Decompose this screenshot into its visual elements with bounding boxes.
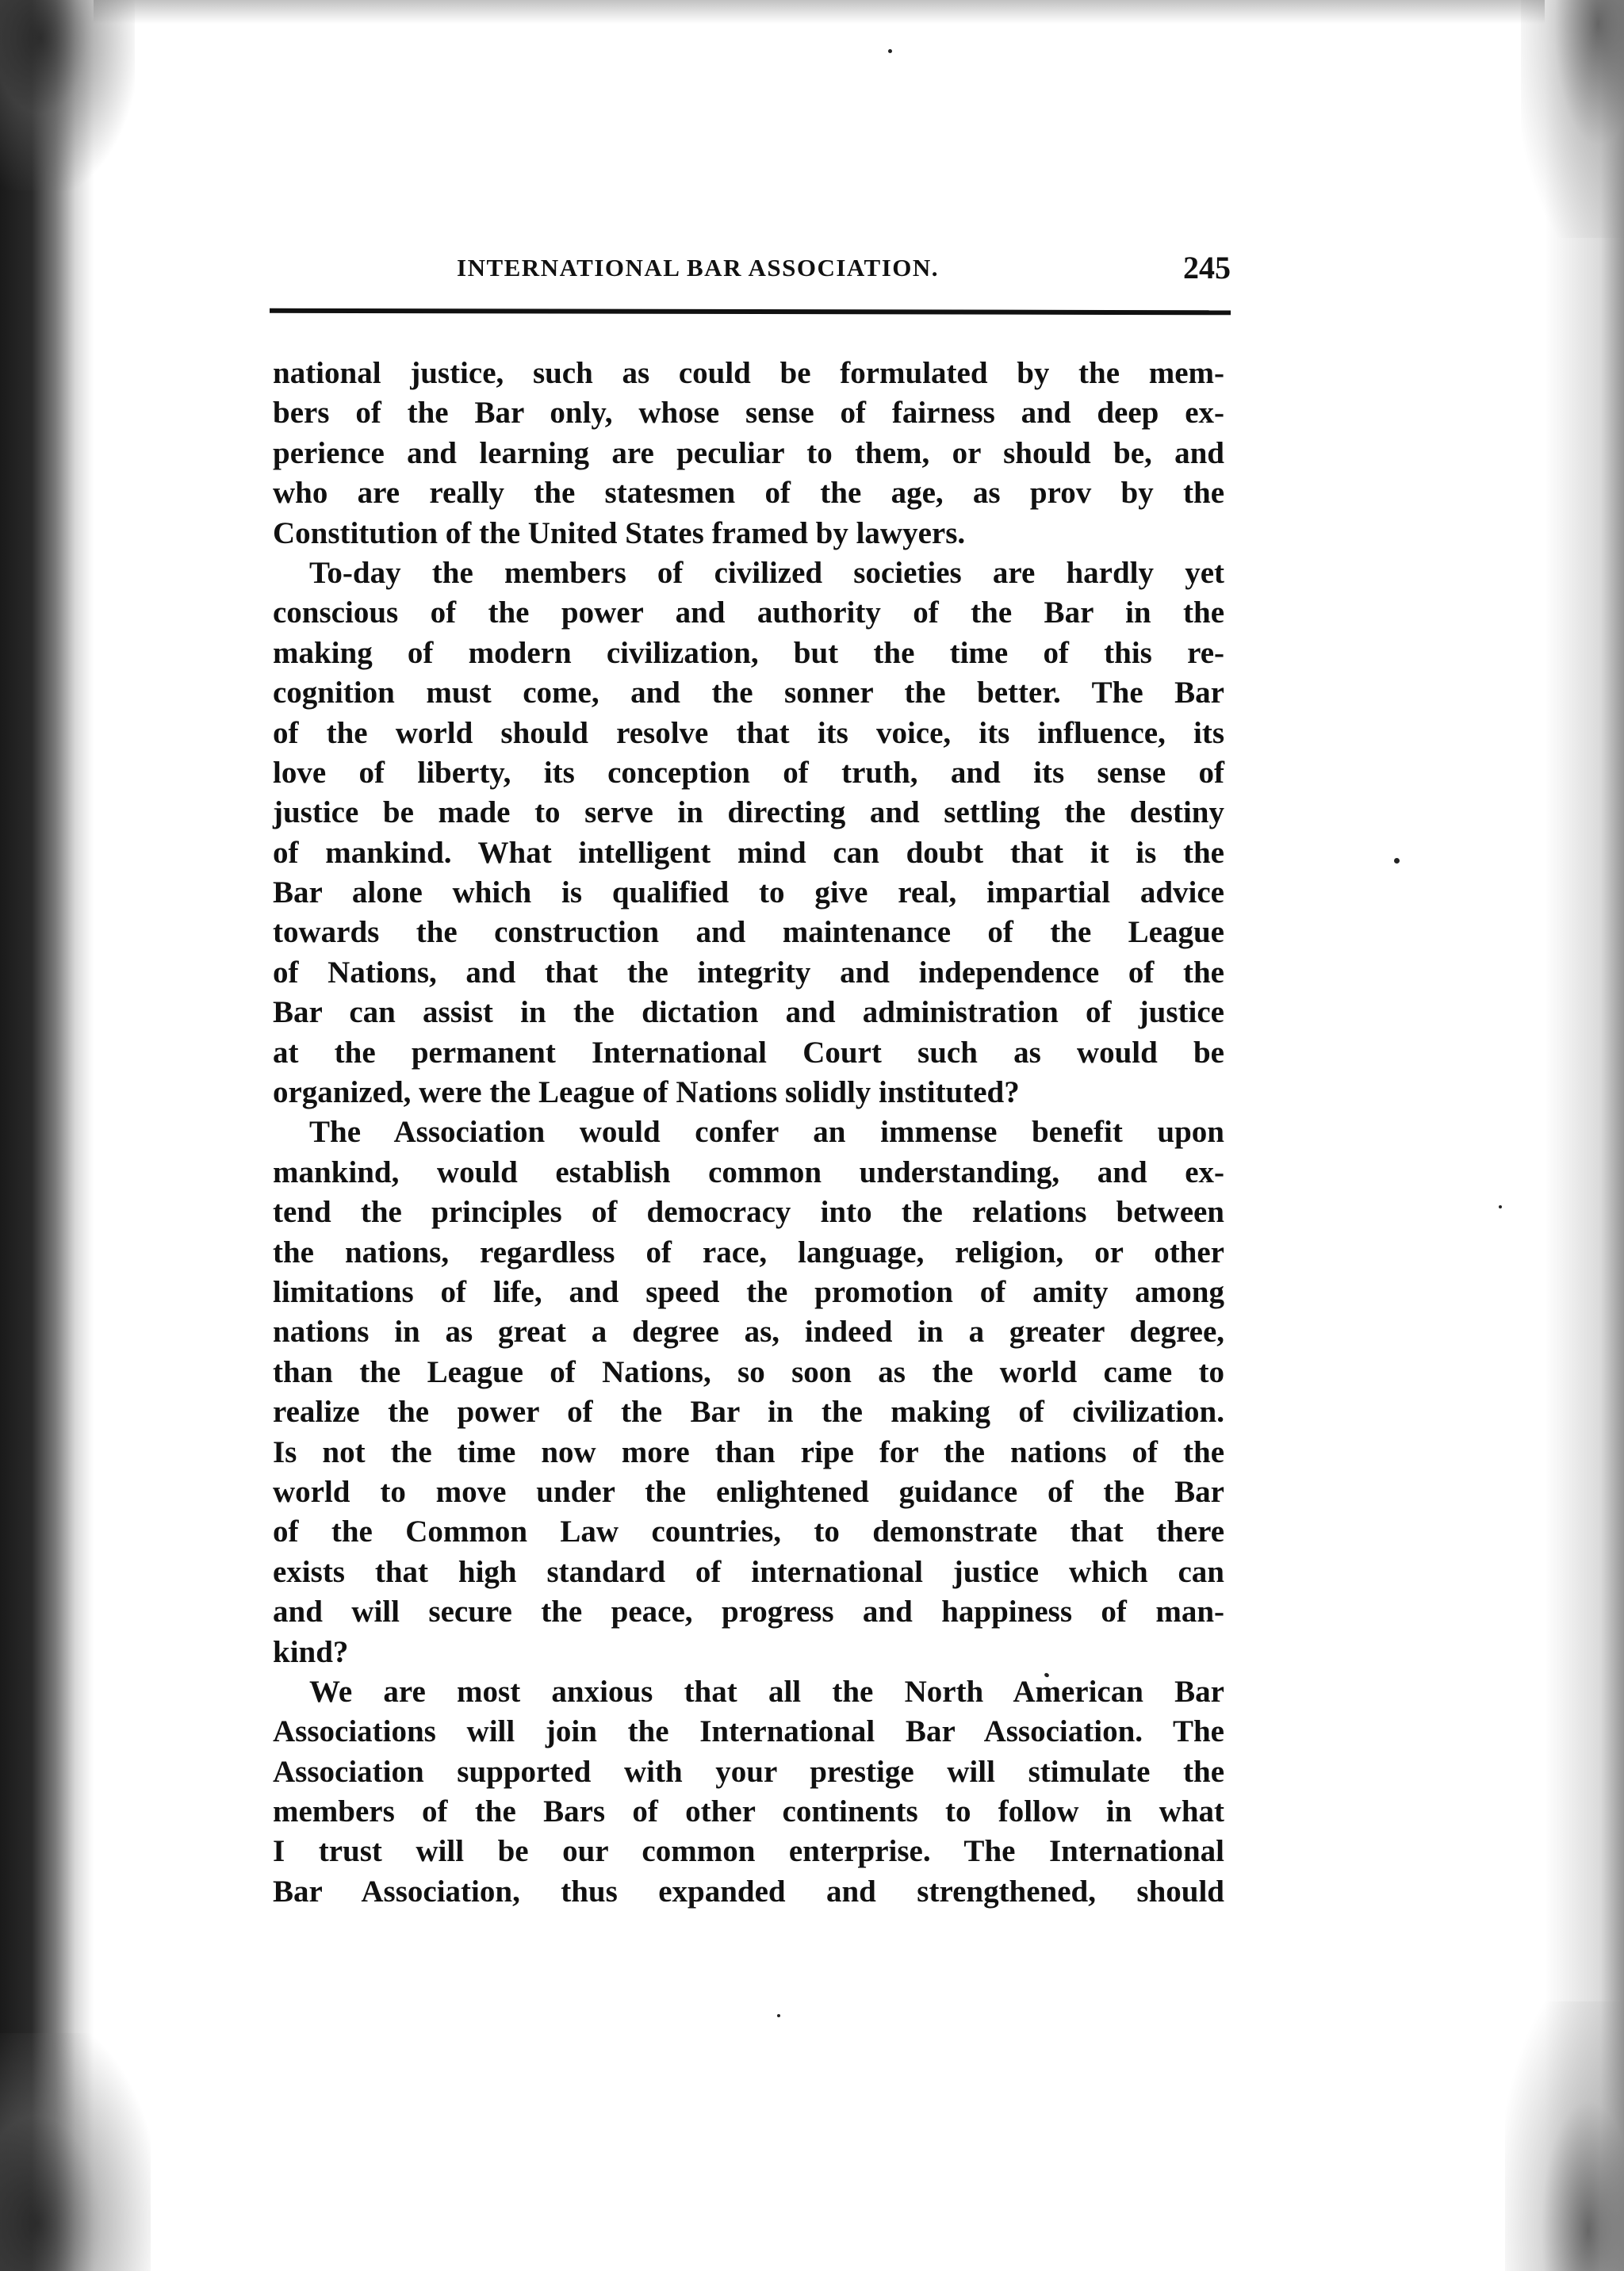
text-line: limitations of life, and speed the promotion of amity among [273, 1274, 1224, 1309]
text-line: and will secure the peace, progress and happiness of man- [273, 1595, 1224, 1630]
text-line: perience and learning are peculiar to them, or should be, and [273, 435, 1224, 470]
text-line: love of liberty, its conception of truth, and its sense of [273, 755, 1224, 790]
scan-speck [777, 2014, 780, 2017]
scan-left-top-noise [0, 0, 135, 190]
text-line: The Association would confer an immense benefit upon [309, 1115, 1224, 1150]
text-line: organized, were the League of Nations solidly instituted? [273, 1075, 1020, 1110]
paragraph-2 [273, 553, 1224, 1113]
scan-speck [888, 49, 892, 53]
text-line: realize the power of the Bar in the making of civilization. [273, 1395, 1224, 1430]
scan-top-strip [94, 0, 1545, 24]
text-line: Is not the time now more than ripe for the nations of the [273, 1434, 1224, 1469]
text-line: conscious of the power and authority of the Bar in the [273, 596, 1224, 630]
text-line: of the Common Law countries, to demonstrate that there [273, 1515, 1224, 1549]
scan-right-edge [1545, 0, 1624, 2271]
scan-speck [1394, 858, 1400, 864]
text-line: than the League of Nations, so soon as the world came to [273, 1354, 1224, 1389]
text-line: towards the construction and maintenance of the League [273, 915, 1224, 950]
scan-left-edge [0, 0, 94, 2271]
text-line: Associations will join the International Bar Association. The [273, 1714, 1224, 1749]
text-line: exists that high standard of international justice which can [273, 1554, 1224, 1589]
text-line: of Nations, and that the integrity and independence of the [273, 955, 1224, 990]
text-line: Bar alone which is qualified to give real, impartial advice [273, 875, 1224, 910]
text-line: at the permanent International Court such as would be [273, 1035, 1224, 1070]
body-text [273, 354, 1224, 1912]
text-line: members of the Bars of other continents to follow in what [273, 1794, 1224, 1829]
header-rule [270, 308, 1231, 316]
text-line: To-day the members of civilized societies are hardly yet [309, 555, 1224, 590]
text-line: world to move under the enlightened guidance of the Bar [273, 1474, 1224, 1509]
text-line: Association supported with your prestige will stimulate the [273, 1754, 1224, 1789]
paragraph-1 [273, 354, 1224, 553]
text-line: kind? [273, 1634, 349, 1669]
text-line: Bar can assist in the dictation and administration of justice [273, 995, 1224, 1030]
text-line: national justice, such as could be formulated by the mem- [273, 356, 1224, 390]
text-line: nations in as great a degree as, indeed in a greater degree, [273, 1315, 1224, 1350]
page-number: 245 [1183, 250, 1231, 285]
scan-right-bottom-noise [1505, 2001, 1624, 2271]
text-line: I trust will be our common enterprise. The International [273, 1834, 1224, 1869]
text-line: Constitution of the United States framed by lawyers. [273, 515, 966, 550]
text-line: cognition must come, and the sonner the better. The Bar [273, 676, 1224, 710]
paragraph-4 [273, 1672, 1224, 1912]
paragraph-3 [273, 1113, 1224, 1672]
text-line: Bar Association, thus expanded and strengthened, should [273, 1874, 1224, 1909]
text-line: of the world should resolve that its voice, its influence, its [273, 715, 1224, 750]
text-line: bers of the Bar only, whose sense of fairness and deep ex- [273, 396, 1224, 431]
text-line: who are really the statesmen of the age, as prov by the [273, 476, 1224, 511]
text-line: mankind, would establish common understanding, and ex- [273, 1155, 1224, 1189]
scan-right-top-noise [1521, 0, 1624, 238]
text-line: the nations, regardless of race, language, religion, or other [273, 1235, 1224, 1270]
scan-speck [1499, 1205, 1502, 1208]
scan-left-bottom-noise [0, 2033, 151, 2271]
text-line: justice be made to serve in directing and settling the destiny [273, 795, 1224, 830]
running-header [270, 249, 1231, 297]
text-line: of mankind. What intelligent mind can doubt that it is the [273, 835, 1224, 870]
text-line: tend the principles of democracy into the relations between [273, 1195, 1224, 1230]
text-line: making of modern civilization, but the time of this re- [273, 635, 1224, 670]
running-title: INTERNATIONAL BAR ASSOCIATION. [457, 254, 940, 281]
text-line: We are most anxious that all the North American Bar [309, 1674, 1224, 1709]
